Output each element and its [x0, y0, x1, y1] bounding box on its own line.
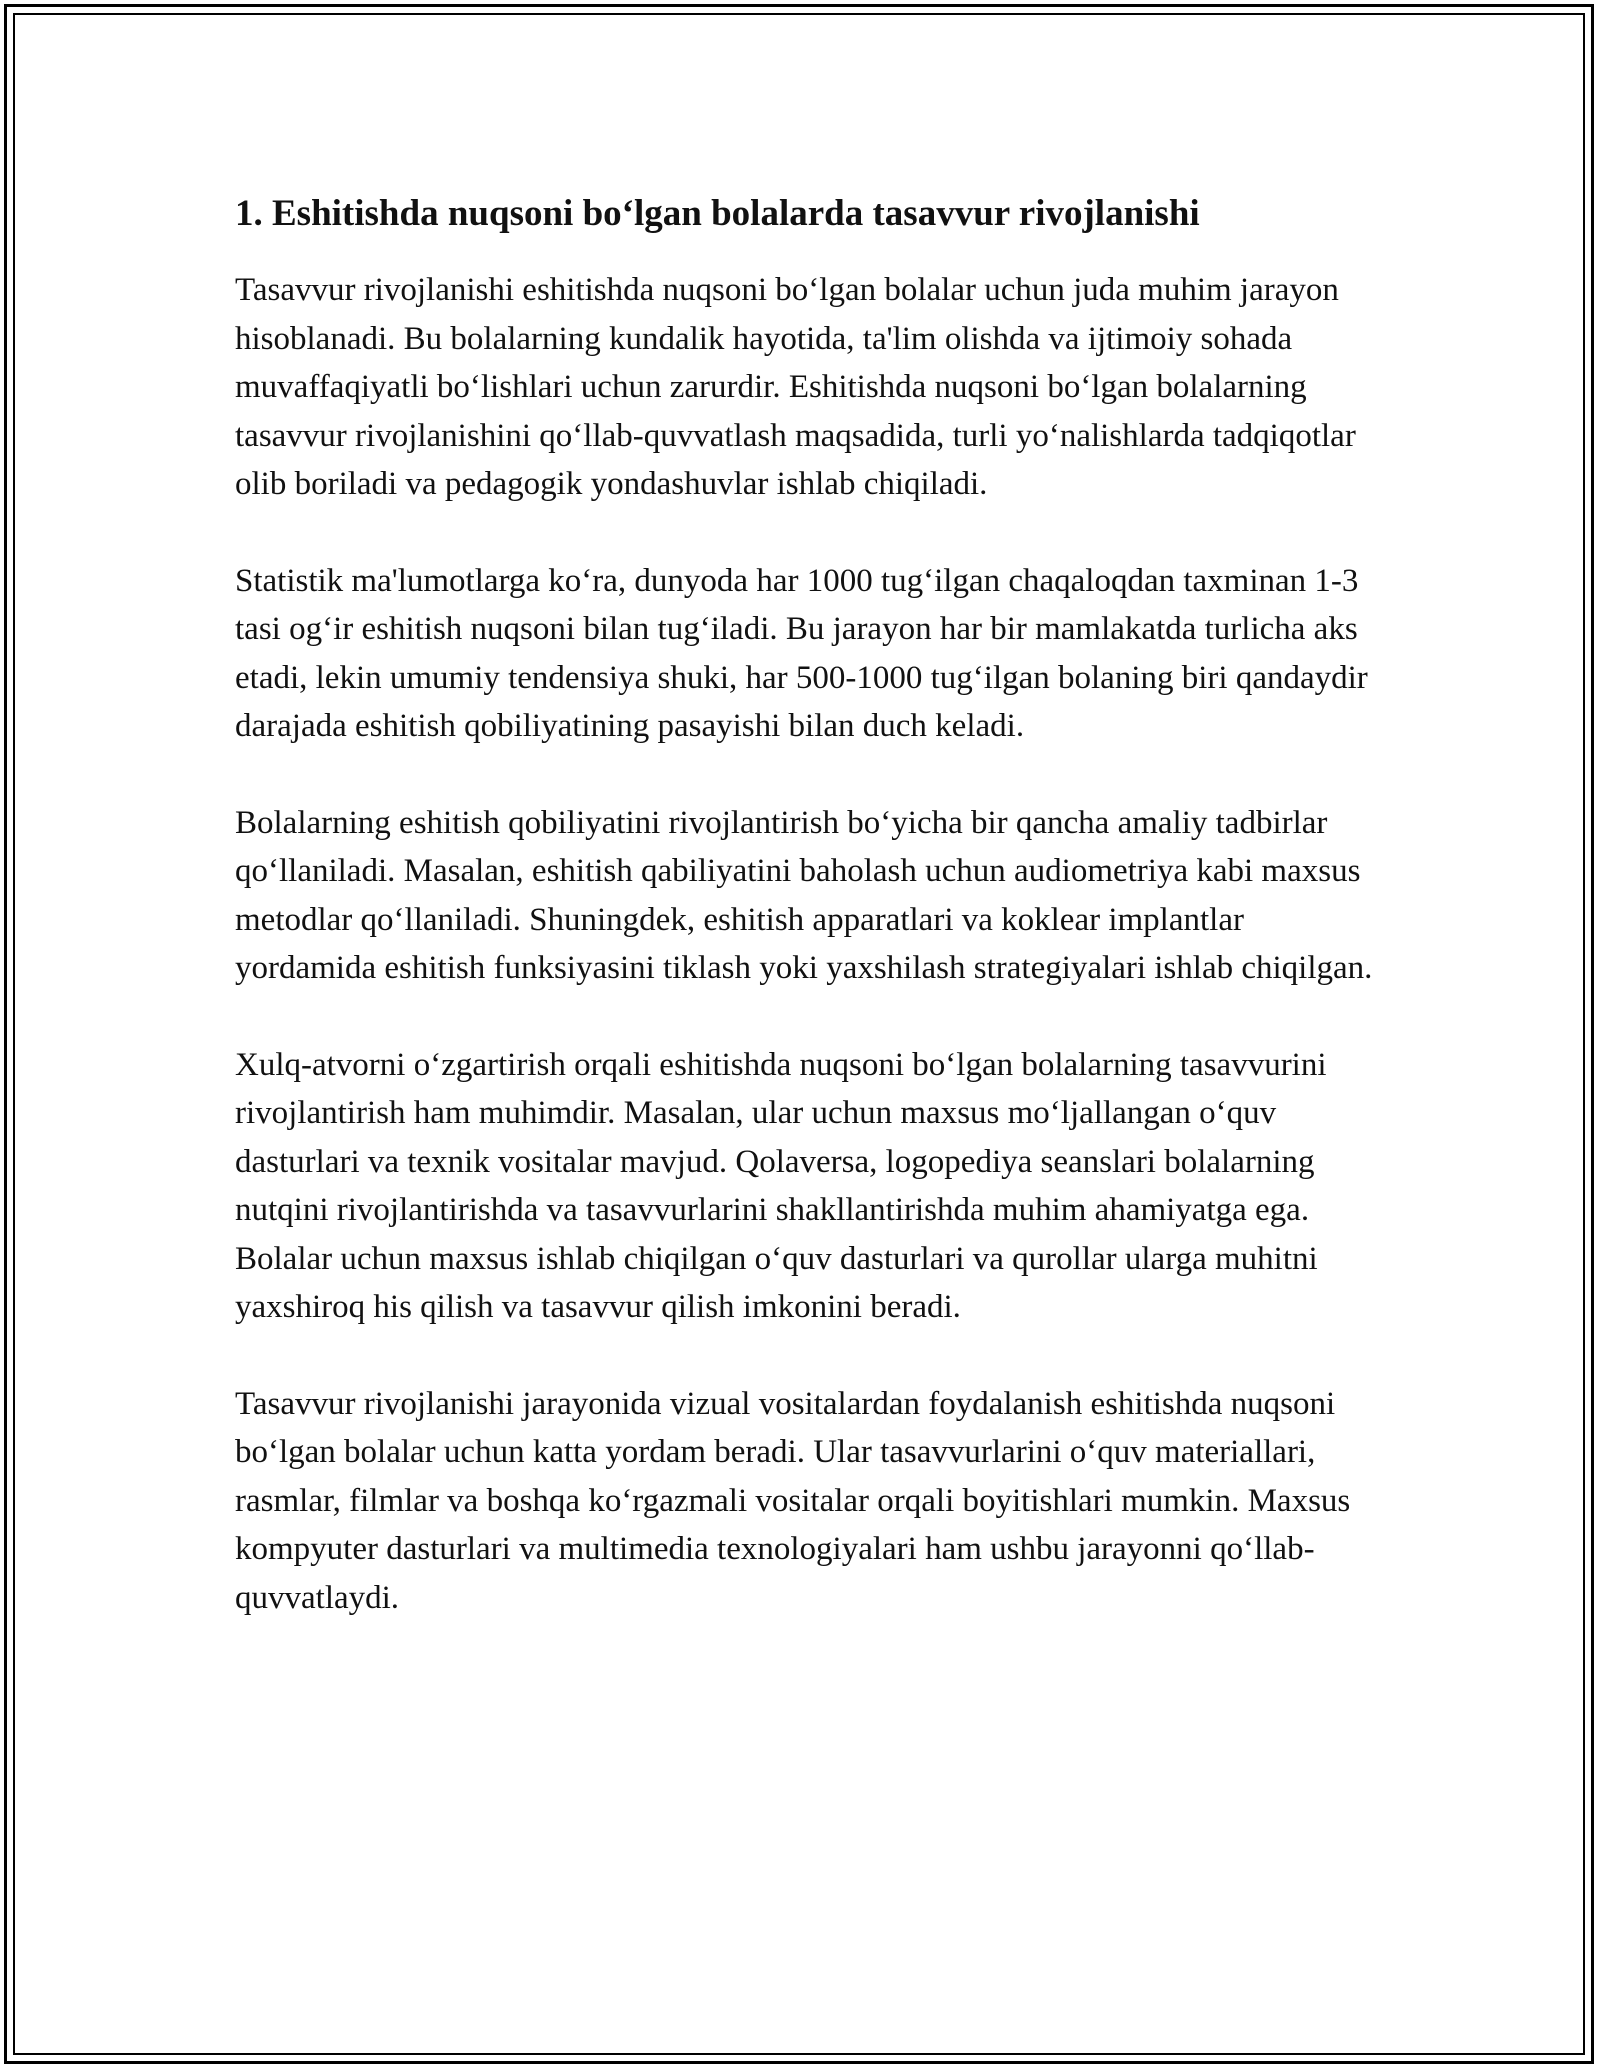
paragraph-2: Statistik ma'lumotlarga ko‘ra, dunyoda har 1000 tug‘ilgan chaqaloqdan taxminan 1-3 tasi og‘ir eshitish nuqsoni bilan tug‘iladi. Bu jarayon har bir mamlakatda turlicha aks etadi, lekin umumiy tendensiya shuki, har 500-1000 tug‘ilgan bolaning biri qandaydir darajada eshitish qobiliyatining pasayishi bilan duch keladi. — [235, 562, 1368, 744]
paragraph-1: Tasavvur rivojlanishi eshitishda nuqsoni bo‘lgan bolalar uchun juda muhim jarayon hisoblanadi. Bu bolalarning kundalik hayotida, ta'lim olishda va ijtimoiy sohada muvaffaqiyatli bo‘lishlari uchun zarurdir. Eshitishda nuqsoni bo‘lgan bolalarning tasavvur rivojlanishini qo‘llab-quvvatlash maqsadida, turli yo‘nalishlarda tadqiqotlar olib boriladi va pedagogik yondashuvlar ishlab chiqiladi. — [235, 272, 1356, 502]
paragraph-4: Xulq-atvorni o‘zgartirish orqali eshitishda nuqsoni bo‘lgan bolalarning tasavvurini rivojlantirish ham muhimdir. Masalan, ular uchun maxsus mo‘ljallangan o‘quv dasturlari va texnik vositalar mavjud. Qolaversa, logopediya seanslari bolalarning nutqini rivojlantirishda va tasavvurlarini shakllantirishda muhim ahamiyatga ega. Bolalar uchun maxsus ishlab chiqilgan o‘quv dasturlari va qurollar ularga muhitni yaxshiroq his qilish va tasavvur qilish imkonini beradi. — [235, 1046, 1327, 1325]
section-heading: 1. Eshitishda nuqsoni bo‘lgan bolalarda tasavvur rivojlanishi — [235, 193, 1200, 234]
paragraph-5: Tasavvur rivojlanishi jarayonida vizual vositalardan foydalanish eshitishda nuqsoni bo‘lgan bolalar uchun katta yordam beradi. Ular tasavvurlarini o‘quv materiallari, rasmlar, filmlar va boshqa ko‘rgazmali vositalar orqali boyitishlari mumkin. Maxsus kompyuter dasturlari va multimedia texnologiyalari ham ushbu jarayonni qo‘llab-quvvatlaydi. — [235, 1385, 1351, 1616]
document-body — [235, 190, 1375, 1670]
paragraph-3: Bolalarning eshitish qobiliyatini rivojlantirish bo‘yicha bir qancha amaliy tadbirlar qo‘llaniladi. Masalan, eshitish qabiliyatini baholash uchun audiometriya kabi maxsus metodlar qo‘llaniladi. Shuningdek, eshitish apparatlari va koklear implantlar yordamida eshitish funksiyasini tiklash yoki yaxshilash strategiyalari ishlab chiqilgan. — [235, 804, 1373, 986]
